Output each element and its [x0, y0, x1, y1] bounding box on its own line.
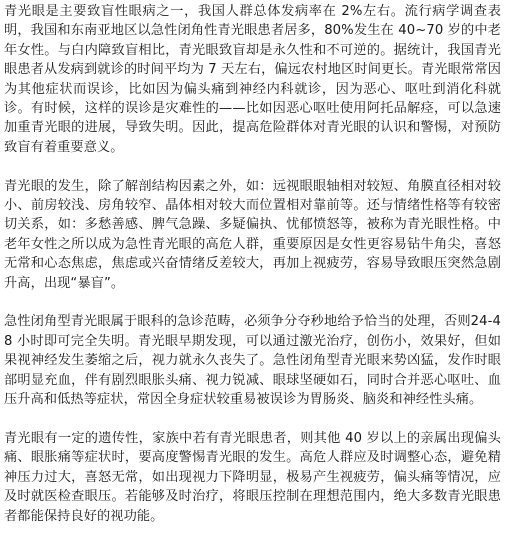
paragraph-causes: 青光眼的发生，除了解剖结构因素之外，如：远视眼眼轴相对较短、角膜直径相对较小、前房较浅、房角较窄、晶体相对较大而位置相对靠前等。还与情绪性格等有较密切关系，如：多愁善感、脾气急躁、多疑偏执、忧郁愤怒等，被称为青光眼性格。中老年女性之所以成为急性青光眼的高危人群，重要原因是女性更容易钻牛角尖，喜怒无常和心态焦虑，焦虑或兴奋情绪反差较大，再加上视疲劳，容易导致眼压突然急剧升高，出现“暴盲”。: [4, 178, 501, 291]
paragraph-prevalence: 青光眼是主要致盲性眼病之一，我国人群总体发病率在 2%左右。流行病学调查表明，我国和东南亚地区以急性闭角性青光眼患者居多，80%发生在 40~70 岁的中老年女性。与白内障致盲相比，青光眼致盲却是永久性和不可逆的。据统计，我国青光眼患者从发病到就诊的时间平均为 7 天左右，偏远农村地区时间更长。青光眼常常因为其他症状而误诊，比如因为偏头痛到神经内科就诊，因为恶心、呕吐到消化科就诊。有时候，这样的误诊是灾难性的——比如因恶心呕吐使用阿托品解痉，可以急速加重青光眼的进展，导致失明。因此，提高危险群体对青光眼的认识和警惕，对预防致盲有着重要意义。: [4, 4, 501, 155]
paragraph-acute-glaucoma: 急性闭角型青光眼属于眼科的急诊范畴，必须争分夺秒地给予恰当的处理，否则24-48 小时即可完全失明。青光眼早期发现，可以通过激光治疗，创伤小，效果好，但如果视神经发生萎缩之后，视力就永久丧失了。急性闭角型青光眼来势凶猛，发作时眼部明显充血，伴有剧烈眼胀头痛、视力锐减、眼球坚硬如石，同时合并恶心呕吐、血压升高和低热等症状，常因全身症状较重易被误诊为胃肠炎、脑炎和神经性头痛。: [4, 314, 501, 408]
paragraph-heredity: 青光眼有一定的遗传性，家族中若有青光眼患者，则其他 40 岁以上的亲属出现偏头痛、眼胀痛等症状时，要高度警惕青光眼的发生。高危人群应及时调整心态，避免精神压力过大，喜怒无常，如出现视力下降明显，极易产生视疲劳，偏头痛等情况，应及时就医检查眼压。若能够及时治疗，将眼压控制在理想范围内，绝大多数青光眼患者都能保持良好的视功能。: [4, 430, 501, 524]
